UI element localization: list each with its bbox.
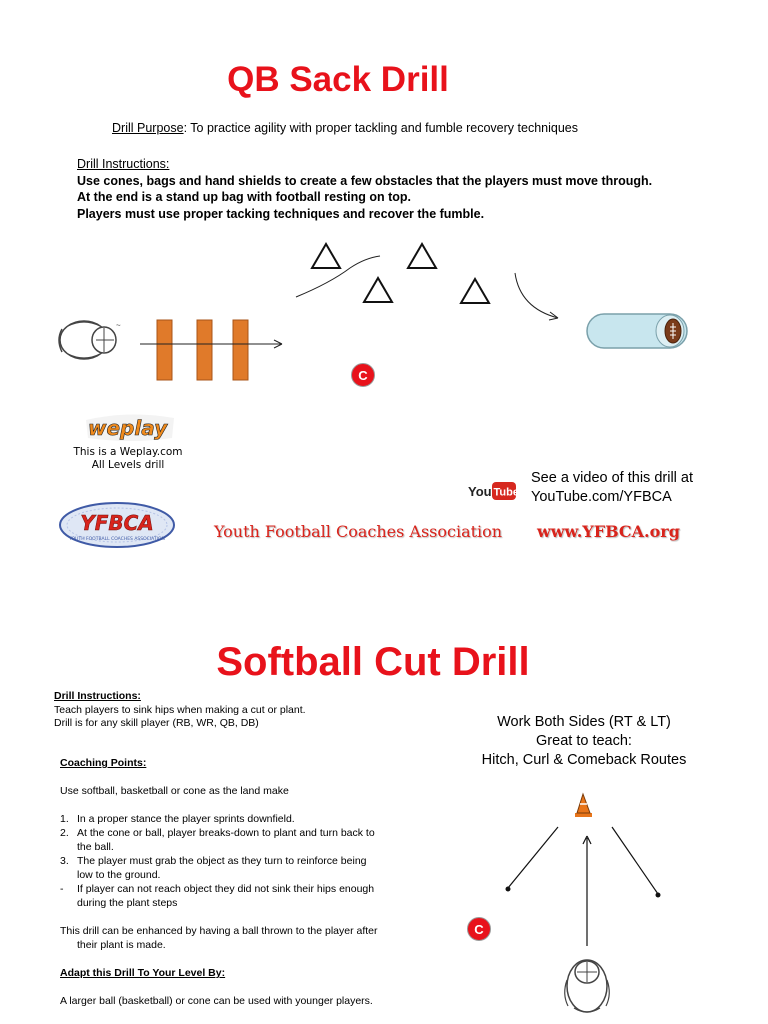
video-note: [531, 469, 693, 507]
bag-icon: [157, 320, 172, 380]
coaching-step: 2. At the cone or ball, player breaks-down to plant and turn back to the ball.: [60, 827, 375, 853]
route-line: [612, 827, 658, 894]
weplay-note-line: This is a Weplay.com: [73, 446, 183, 458]
coach-marker: C: [351, 363, 375, 387]
yfbca-logo: [58, 500, 176, 550]
drill1-instructions: [77, 156, 652, 222]
drill1-purpose: [112, 121, 578, 135]
cone-icon: [575, 794, 592, 817]
drill2-sides-note: [444, 713, 724, 770]
coaching-step: 3. The player must grab the object as they turn to reinforce being low to the ground.: [60, 855, 367, 881]
adapt-note: A larger ball (basketball) or cone can be used with younger players.: [60, 995, 373, 1007]
svg-text:YOUTH FOOTBALL COACHES ASSOCIA: YOUTH FOOTBALL COACHES ASSOCIATION: [69, 537, 165, 542]
cone-icon: [364, 278, 392, 302]
coach-marker: C: [467, 917, 491, 941]
video-note-link[interactable]: YouTube.com/YFBCA: [531, 489, 672, 505]
drill2-instruction-line: Teach players to sink hips when making a cut or plant.: [54, 703, 306, 716]
weplay-note: [60, 446, 196, 472]
coaching-points: [60, 756, 380, 1008]
drill1-instruction-line: At the end is a stand up bag with football resting on top.: [77, 190, 412, 204]
coaching-points-heading: Coaching Points:: [60, 757, 147, 769]
sides-note-line: Hitch, Curl & Comeback Routes: [481, 752, 687, 768]
bag-icon: [197, 320, 212, 380]
drill1-purpose-text: : To practice agility with proper tackling and fumble recovery techniques: [183, 121, 578, 135]
coaching-step: - If player can not reach object they did not sink their hips enough during the plant steps: [60, 883, 375, 909]
weplay-logo: [84, 410, 176, 444]
drill1-instruction-line: Use cones, bags and hand shields to create a few obstacles that the players must move through.: [77, 173, 653, 188]
sides-note-line: Great to teach:: [536, 733, 632, 749]
route-line: [508, 827, 558, 888]
drill1-purpose-label: Drill Purpose: [112, 121, 184, 135]
yfbca-name: Youth Football Coaches Association: [214, 522, 503, 541]
drill2-instruction-line: Drill is for any skill player (RB, WR, QB, DB): [54, 717, 259, 729]
drill1-instructions-heading: Drill Instructions:: [77, 157, 170, 171]
cone-icon: [312, 244, 340, 268]
video-note-line: See a video of this drill at: [531, 470, 694, 486]
drill1-title: QB Sack Drill: [227, 60, 449, 99]
coaching-intro: Use softball, basketball or cone as the land make: [60, 785, 289, 797]
player-icon: [565, 960, 610, 1012]
coaching-steps: [60, 812, 380, 910]
weplay-note-line: All Levels drill: [91, 459, 165, 471]
football-icon: [665, 319, 681, 343]
qb-sack-drill-diagram: [0, 228, 768, 398]
bag-icon: [233, 320, 248, 380]
drill2-title: Softball Cut Drill: [216, 640, 530, 684]
svg-text:weplay: weplay: [88, 416, 168, 440]
svg-text:Tube: Tube: [493, 486, 519, 499]
sides-note-line: Work Both Sides (RT & LT): [497, 714, 671, 730]
adapt-heading: Adapt this Drill To Your Level By:: [60, 967, 226, 979]
drill2-instructions: [54, 690, 306, 731]
softball-cut-drill-diagram: [440, 780, 700, 1024]
sprint-arrow: [583, 836, 591, 946]
drill2-instructions-heading: Drill Instructions:: [54, 690, 141, 702]
yfbca-url-link[interactable]: www.YFBCA.org: [537, 522, 680, 541]
svg-text:YFBCA: YFBCA: [80, 511, 154, 535]
svg-text:You: You: [468, 484, 492, 499]
svg-text:~: ~: [116, 321, 121, 330]
enhance-note: This drill can be enhanced by having a ball thrown to the player after their plant is made.: [60, 925, 378, 951]
player-icon: [59, 321, 121, 359]
curve-arrow: [296, 256, 380, 297]
drill1-instruction-line: Players must use proper tacking techniques and recover the fumble.: [77, 206, 485, 221]
youtube-logo: [468, 480, 519, 502]
coaching-step: 1. In a proper stance the player sprints downfield.: [60, 813, 295, 825]
cone-icon: [461, 279, 489, 303]
curve-arrow: [515, 273, 558, 318]
cone-icon: [408, 244, 436, 268]
